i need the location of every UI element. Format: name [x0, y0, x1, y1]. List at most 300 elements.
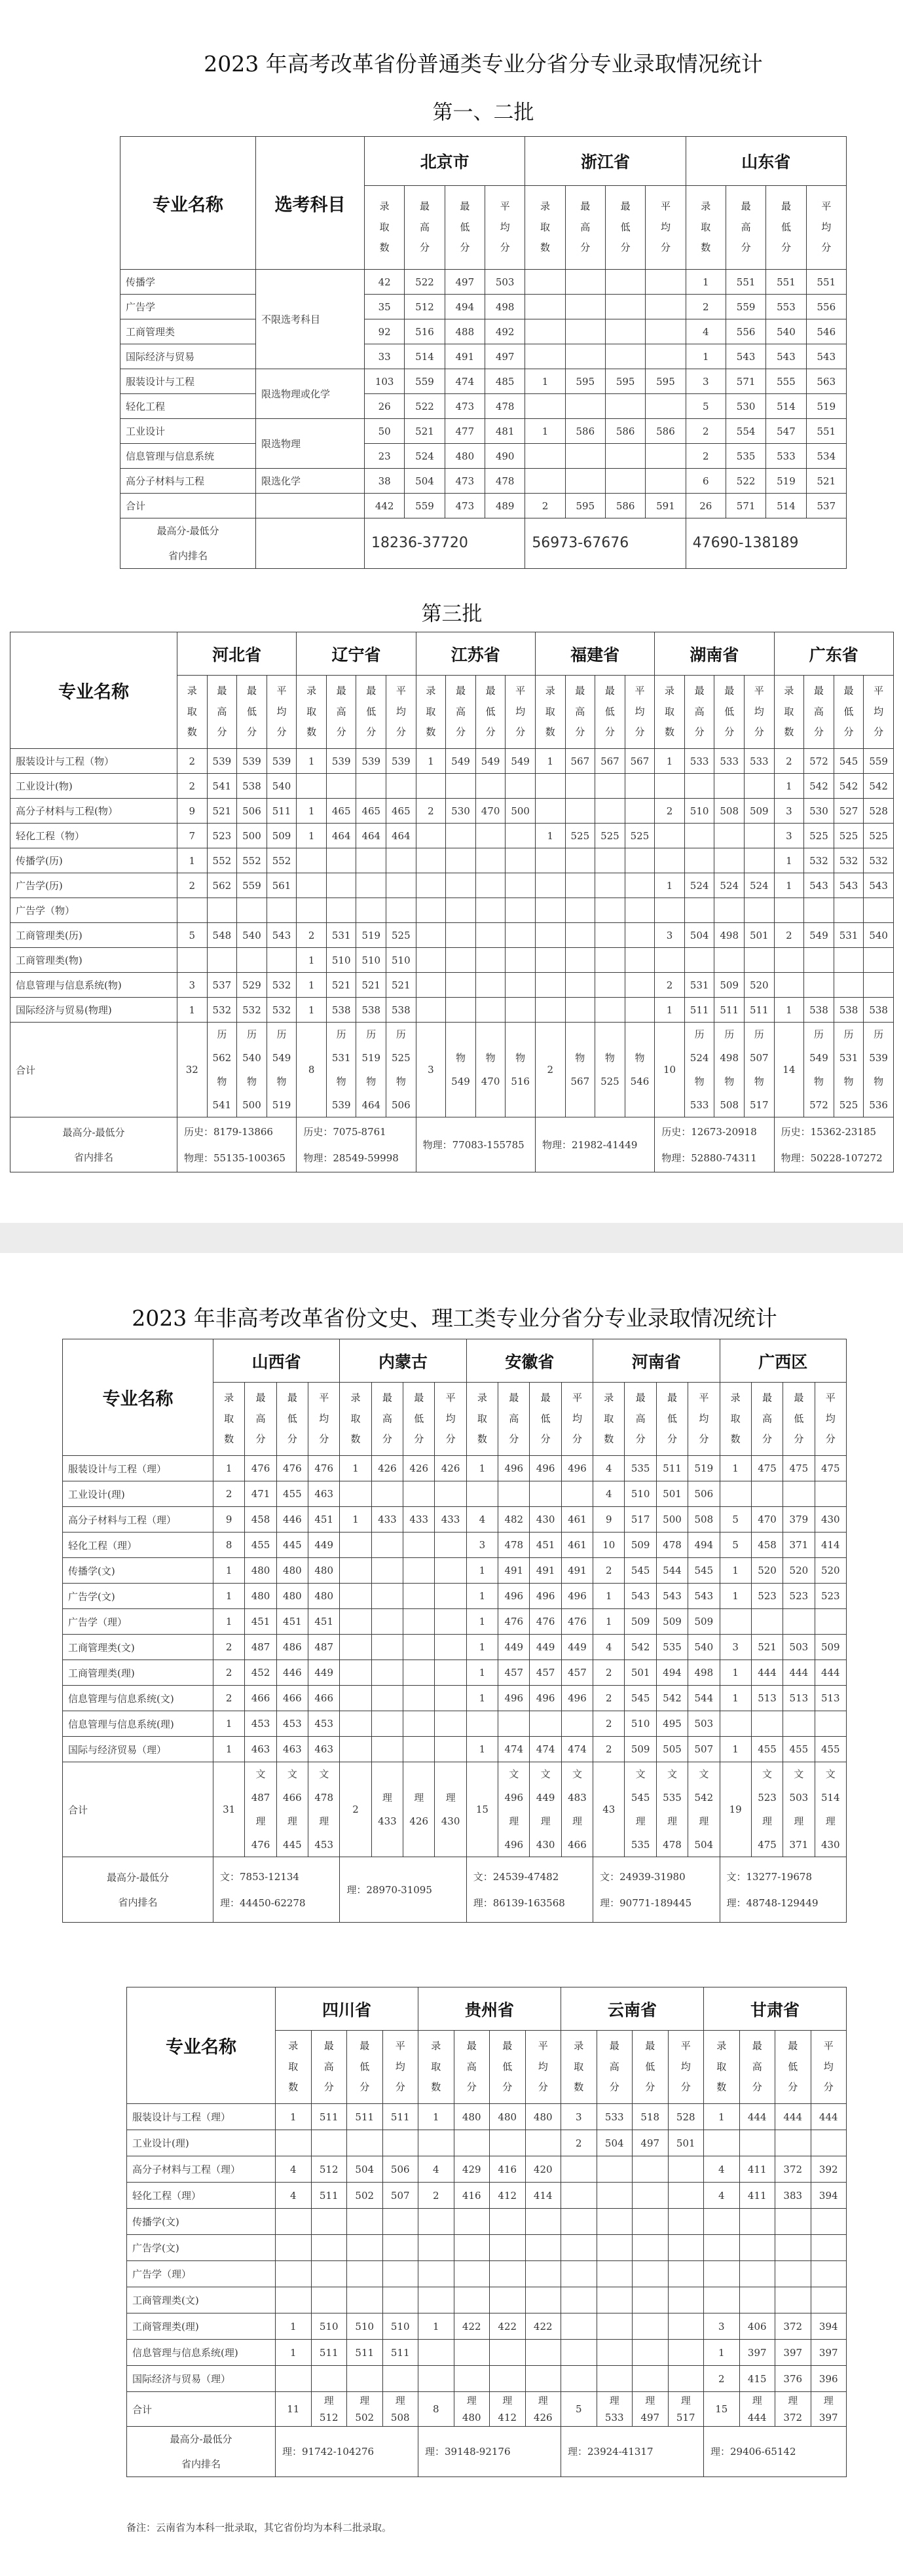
stat-cell — [864, 898, 894, 923]
stat-cell: 517 — [625, 1507, 656, 1533]
stat-cell: 406 — [739, 2313, 775, 2340]
stat-cell — [403, 1481, 435, 1507]
major-name: 广告学（理） — [127, 2261, 276, 2287]
stat-header-label: 最高分 — [255, 1392, 266, 1445]
province-header: 浙江省 — [525, 137, 686, 186]
stat-cell — [446, 923, 476, 948]
stat-cell — [633, 2209, 669, 2235]
stat-cell — [311, 2261, 347, 2287]
stat-cell: 453 — [245, 1711, 276, 1737]
stat-cell: 511 — [311, 2104, 347, 2130]
stat-cell: 544 — [656, 1558, 688, 1584]
stat-cell — [775, 2130, 811, 2156]
stat-cell: 496 — [530, 1584, 561, 1609]
stat-cell — [446, 848, 476, 873]
stat-cell — [525, 394, 565, 419]
stat-cell — [561, 2209, 597, 2235]
stat-header — [454, 2031, 490, 2104]
stat-cell: 535 — [726, 444, 765, 469]
table-row — [120, 319, 847, 344]
stat-cell: 42 — [365, 270, 405, 295]
major-name-header: 专业名称 — [120, 137, 256, 270]
stat-cell: 524 — [684, 873, 714, 898]
stat-cell: 2 — [213, 1481, 245, 1507]
stat-cell: 1 — [774, 998, 804, 1023]
table-row — [10, 824, 894, 848]
stat-cell — [297, 774, 327, 799]
table-body — [63, 1456, 847, 1923]
stat-cell — [347, 2130, 383, 2156]
stat-cell: 3 — [177, 973, 208, 998]
stat-cell: 572 — [804, 749, 834, 774]
major-name: 传播学(历) — [10, 848, 177, 873]
stat-cell: 525 — [864, 824, 894, 848]
stat-cell: 511 — [382, 2340, 418, 2366]
stat-cell: 497 — [445, 270, 485, 295]
major-name-header: 专业名称 — [127, 1987, 276, 2104]
stat-cell: 1 — [466, 1686, 498, 1711]
stat-header — [326, 676, 356, 749]
stat-cell: 1 — [593, 1609, 625, 1635]
stat-header — [774, 676, 804, 749]
stat-cell: 376 — [775, 2366, 811, 2392]
total-stat-cell: 物 470 — [475, 1023, 506, 1117]
stat-cell — [506, 824, 536, 848]
stat-cell — [297, 873, 327, 898]
stat-header — [386, 676, 416, 749]
total-stat-cell: 26 — [686, 494, 726, 518]
stat-cell: 511 — [684, 998, 714, 1023]
rank-label: 最高分-最低分 省内排名 — [120, 518, 256, 569]
stat-cell — [597, 2261, 633, 2287]
stat-cell: 5 — [686, 394, 726, 419]
stat-cell: 548 — [207, 923, 237, 948]
stat-cell: 474 — [498, 1737, 530, 1762]
stat-cell: 528 — [864, 799, 894, 824]
stat-cell: 2 — [655, 973, 685, 998]
province-header: 安徽省 — [466, 1339, 593, 1383]
stat-cell — [775, 2287, 811, 2313]
stat-header — [684, 676, 714, 749]
stat-cell: 457 — [498, 1660, 530, 1686]
stat-cell: 414 — [525, 2183, 561, 2209]
stat-cell — [525, 2209, 561, 2235]
stat-cell: 473 — [445, 469, 485, 494]
stat-cell: 1 — [686, 270, 726, 295]
stat-cell — [340, 1635, 371, 1660]
stat-cell: 511 — [311, 2340, 347, 2366]
major-name: 广告学 — [120, 295, 256, 319]
subject-requirement: 限选化学 — [256, 469, 365, 494]
stat-cell: 476 — [276, 1456, 308, 1481]
stat-cell: 466 — [245, 1686, 276, 1711]
stat-cell: 523 — [815, 1584, 846, 1609]
stat-cell — [565, 319, 605, 344]
stat-cell — [525, 2366, 561, 2392]
stat-header-label: 最高分 — [762, 1392, 773, 1445]
rank-row — [10, 1117, 894, 1172]
total-stat-cell: 文 487 理 476 — [245, 1762, 276, 1857]
stat-header-label: 最低分 — [604, 685, 615, 738]
total-stat-cell: 32 — [177, 1023, 208, 1117]
stat-cell: 510 — [386, 948, 416, 973]
stat-cell — [207, 948, 237, 973]
stat-cell: 516 — [405, 319, 445, 344]
stat-cell — [744, 824, 774, 848]
total-stat-cell: 历 540 物 500 — [237, 1023, 267, 1117]
major-name: 信息管理与信息系统(文) — [63, 1686, 213, 1711]
stat-cell: 471 — [245, 1481, 276, 1507]
stat-cell: 1 — [593, 1584, 625, 1609]
stat-cell — [775, 2261, 811, 2287]
stat-cell: 555 — [766, 369, 806, 394]
total-stat-cell: 历 549 物 572 — [804, 1023, 834, 1117]
table-row — [10, 848, 894, 873]
stat-cell: 556 — [806, 295, 846, 319]
stat-cell — [655, 948, 685, 973]
stat-cell: 1 — [177, 998, 208, 1023]
stat-header-label: 最低分 — [287, 1392, 297, 1445]
stat-cell — [498, 1481, 530, 1507]
stat-cell — [804, 898, 834, 923]
stat-header — [207, 676, 237, 749]
stat-cell: 595 — [565, 369, 605, 394]
total-stat-cell: 537 — [806, 494, 846, 518]
major-name: 传播学(文) — [63, 1558, 213, 1584]
major-name: 轻化工程 — [120, 394, 256, 419]
stat-header — [365, 186, 405, 270]
stat-cell: 2 — [774, 923, 804, 948]
admission-table-batch-1-2 — [120, 136, 847, 569]
stat-cell: 2 — [213, 1686, 245, 1711]
stat-cell: 433 — [435, 1507, 466, 1533]
stat-cell: 446 — [276, 1507, 308, 1533]
stat-cell: 4 — [593, 1635, 625, 1660]
province-header-row — [120, 137, 847, 186]
total-stat-cell: 理 480 — [454, 2392, 490, 2427]
stat-cell — [347, 2235, 383, 2261]
stat-cell: 496 — [561, 1584, 593, 1609]
stat-cell: 1 — [774, 774, 804, 799]
stat-cell: 1 — [466, 1737, 498, 1762]
stat-cell — [595, 948, 625, 973]
stat-cell — [340, 1711, 371, 1737]
stat-cell: 2 — [297, 923, 327, 948]
province-rank-range: 18236-37720 — [365, 518, 525, 569]
stat-cell — [446, 973, 476, 998]
stat-cell — [625, 898, 655, 923]
stat-cell — [506, 998, 536, 1023]
stat-header — [475, 676, 506, 749]
stat-cell — [535, 848, 565, 873]
stat-header-label: 最高分 — [323, 2040, 334, 2094]
stat-cell: 532 — [207, 998, 237, 1023]
stat-cell — [684, 848, 714, 873]
table-body — [10, 749, 894, 1172]
stat-cell: 538 — [237, 774, 267, 799]
stat-cell: 491 — [561, 1558, 593, 1584]
stat-cell — [646, 444, 686, 469]
stat-cell: 5 — [720, 1507, 751, 1533]
stat-cell — [326, 898, 356, 923]
stat-cell — [454, 2130, 490, 2156]
table-row — [120, 344, 847, 369]
stat-cell — [466, 1481, 498, 1507]
stat-cell — [714, 898, 745, 923]
stat-header-label: 录取数 — [545, 685, 555, 738]
total-stat-cell: 理 533 — [597, 2392, 633, 2427]
stat-cell: 509 — [815, 1635, 846, 1660]
stat-cell — [371, 1635, 403, 1660]
stat-cell: 541 — [207, 774, 237, 799]
province-rank-range: 物理：21982-41449 — [535, 1117, 654, 1172]
stat-cell — [418, 2209, 454, 2235]
table-row — [63, 1533, 847, 1558]
table-row — [63, 1481, 847, 1507]
stat-cell: 543 — [804, 873, 834, 898]
stat-cell: 452 — [245, 1660, 276, 1686]
stat-cell — [382, 2130, 418, 2156]
stat-cell — [597, 2366, 633, 2392]
table-row — [63, 1737, 847, 1762]
stat-cell — [704, 2287, 740, 2313]
stat-cell: 3 — [704, 2313, 740, 2340]
stat-cell: 551 — [726, 270, 765, 295]
rank-label: 最高分-最低分 省内排名 — [10, 1117, 177, 1172]
total-stat-cell: 14 — [774, 1023, 804, 1117]
stat-cell — [311, 2366, 347, 2392]
stat-cell — [744, 774, 774, 799]
stat-cell: 457 — [561, 1660, 593, 1686]
stat-cell — [605, 469, 645, 494]
stat-cell: 509 — [744, 799, 774, 824]
stat-cell: 520 — [783, 1558, 815, 1584]
stat-header — [625, 676, 655, 749]
stat-cell: 531 — [326, 923, 356, 948]
stat-cell — [267, 898, 297, 923]
stat-header — [646, 186, 686, 270]
stat-cell: 2 — [593, 1711, 625, 1737]
stat-header-label: 最高分 — [741, 200, 751, 254]
stat-cell: 1 — [177, 848, 208, 873]
stat-cell: 1 — [297, 799, 327, 824]
stat-header-label: 最高分 — [635, 1392, 646, 1445]
stat-cell: 506 — [382, 2156, 418, 2183]
stat-header-label: 平均分 — [754, 685, 764, 738]
stat-cell — [386, 848, 416, 873]
stat-cell — [625, 923, 655, 948]
stat-cell — [525, 2130, 561, 2156]
stat-cell — [276, 2130, 312, 2156]
stat-cell — [403, 1584, 435, 1609]
stat-cell — [475, 774, 506, 799]
stat-cell: 539 — [356, 749, 386, 774]
stat-cell: 540 — [267, 774, 297, 799]
stat-cell: 1 — [720, 1737, 751, 1762]
table-row — [63, 1456, 847, 1481]
stat-cell — [506, 774, 536, 799]
document-title-reform-provinces: 2023 年高考改革省份普通类专业分省分专业录取情况统计 — [204, 51, 763, 77]
stat-cell: 1 — [466, 1635, 498, 1660]
stat-cell — [435, 1737, 466, 1762]
stat-cell — [597, 2235, 633, 2261]
stat-cell: 1 — [276, 2340, 312, 2366]
stat-cell: 521 — [405, 419, 445, 444]
stat-cell: 509 — [625, 1609, 656, 1635]
stat-cell: 533 — [684, 749, 714, 774]
stat-cell: 540 — [766, 319, 806, 344]
stat-cell — [751, 1481, 783, 1507]
stat-header-label: 平均分 — [572, 1392, 582, 1445]
stat-cell — [530, 1711, 561, 1737]
stat-cell — [668, 2366, 704, 2392]
stat-header — [416, 676, 446, 749]
stat-cell: 465 — [326, 799, 356, 824]
province-header: 河北省 — [177, 632, 297, 676]
stat-header-label: 最低分 — [540, 1392, 551, 1445]
stat-cell — [646, 270, 686, 295]
stat-cell: 523 — [751, 1584, 783, 1609]
stat-cell: 538 — [356, 998, 386, 1023]
province-rank-range: 历史：7075-8761 物理：28549-59998 — [297, 1117, 416, 1172]
province-header: 湖南省 — [655, 632, 774, 676]
stat-cell — [714, 948, 745, 973]
stat-cell: 453 — [276, 1711, 308, 1737]
total-stat-cell: 10 — [655, 1023, 685, 1117]
stat-cell — [506, 898, 536, 923]
stat-header-label: 录取数 — [784, 685, 794, 738]
stat-cell: 449 — [561, 1635, 593, 1660]
stat-cell: 551 — [766, 270, 806, 295]
stat-header-label: 录取数 — [288, 2040, 299, 2094]
stat-cell — [525, 2340, 561, 2366]
stat-cell: 1 — [213, 1609, 245, 1635]
stat-cell: 520 — [744, 973, 774, 998]
stat-cell: 433 — [403, 1507, 435, 1533]
province-header: 广西区 — [720, 1339, 847, 1383]
major-name: 信息管理与信息系统 — [120, 444, 256, 469]
stat-cell: 451 — [276, 1609, 308, 1635]
stat-cell — [535, 774, 565, 799]
total-stat-cell: 442 — [365, 494, 405, 518]
table-row — [63, 1507, 847, 1533]
stat-cell: 518 — [633, 2104, 669, 2130]
stat-cell — [416, 898, 446, 923]
stat-header-label: 最高分 — [217, 685, 227, 738]
table-row — [10, 948, 894, 973]
stat-cell: 498 — [688, 1660, 720, 1686]
stat-cell — [565, 344, 605, 369]
stat-cell — [565, 270, 605, 295]
stat-cell: 1 — [213, 1558, 245, 1584]
stat-cell — [506, 973, 536, 998]
stat-cell — [435, 1609, 466, 1635]
major-name: 工商管理类(历) — [10, 923, 177, 948]
stat-cell: 525 — [804, 824, 834, 848]
stat-cell — [418, 2130, 454, 2156]
total-stat-cell: 历 549 物 519 — [267, 1023, 297, 1117]
stat-cell — [565, 394, 605, 419]
stat-header-label: 最高分 — [455, 685, 466, 738]
table-row — [120, 369, 847, 394]
major-name: 服装设计与工程 — [120, 369, 256, 394]
stat-cell — [595, 873, 625, 898]
stat-cell: 416 — [490, 2156, 526, 2183]
major-name: 工业设计(理) — [63, 1481, 213, 1507]
stat-cell — [446, 774, 476, 799]
stat-cell: 1 — [686, 344, 726, 369]
stat-cell: 545 — [625, 1558, 656, 1584]
stat-header — [633, 2031, 669, 2104]
rank-label: 最高分-最低分 省内排名 — [127, 2427, 276, 2477]
stat-header — [525, 2031, 561, 2104]
stat-header-label: 录取数 — [540, 200, 550, 254]
stat-cell: 451 — [530, 1533, 561, 1558]
stat-cell — [804, 973, 834, 998]
province-rank-range: 理：39148-92176 — [418, 2427, 561, 2477]
stat-cell — [403, 1558, 435, 1584]
stat-cell: 532 — [267, 998, 297, 1023]
stat-cell — [340, 1481, 371, 1507]
stat-cell: 1 — [466, 1558, 498, 1584]
stat-cell: 480 — [525, 2104, 561, 2130]
total-row — [63, 1762, 847, 1857]
total-stat-cell: 历 531 物 539 — [326, 1023, 356, 1117]
total-stat-cell: 理 444 — [739, 2392, 775, 2427]
stat-cell: 534 — [806, 444, 846, 469]
stat-cell: 446 — [276, 1660, 308, 1686]
rank-row — [63, 1857, 847, 1923]
stat-cell: 497 — [485, 344, 525, 369]
stat-cell — [561, 2366, 597, 2392]
stat-cell: 525 — [595, 824, 625, 848]
table-row — [127, 2235, 847, 2261]
stat-header — [340, 1383, 371, 1456]
stat-header — [811, 2031, 847, 2104]
stat-cell: 480 — [454, 2104, 490, 2130]
stat-cell — [815, 1609, 846, 1635]
stat-header-label: 录取数 — [477, 1392, 487, 1445]
stat-cell: 449 — [308, 1660, 340, 1686]
stat-cell: 422 — [525, 2313, 561, 2340]
stat-cell: 473 — [445, 394, 485, 419]
province-header: 辽宁省 — [297, 632, 416, 676]
stat-cell — [597, 2156, 633, 2183]
stat-cell — [625, 998, 655, 1023]
stat-cell: 480 — [245, 1584, 276, 1609]
stat-cell — [506, 923, 536, 948]
stat-cell: 1 — [213, 1737, 245, 1762]
stat-cell: 553 — [766, 295, 806, 319]
stat-cell: 4 — [418, 2156, 454, 2183]
stat-cell: 455 — [751, 1737, 783, 1762]
major-name: 服装设计与工程（理） — [127, 2104, 276, 2130]
stat-cell — [646, 394, 686, 419]
major-name: 高分子材料与工程（理） — [127, 2156, 276, 2183]
stat-cell: 488 — [445, 319, 485, 344]
stat-header-label: 平均分 — [699, 1392, 709, 1445]
stat-cell: 501 — [668, 2130, 704, 2156]
stat-cell: 543 — [267, 923, 297, 948]
stat-cell — [416, 923, 446, 948]
stat-cell: 478 — [485, 394, 525, 419]
page-separator — [0, 1223, 903, 1253]
stat-cell — [530, 1481, 561, 1507]
stat-cell — [371, 1660, 403, 1686]
stat-cell — [371, 1686, 403, 1711]
stat-cell: 38 — [365, 469, 405, 494]
stat-cell: 510 — [326, 948, 356, 973]
